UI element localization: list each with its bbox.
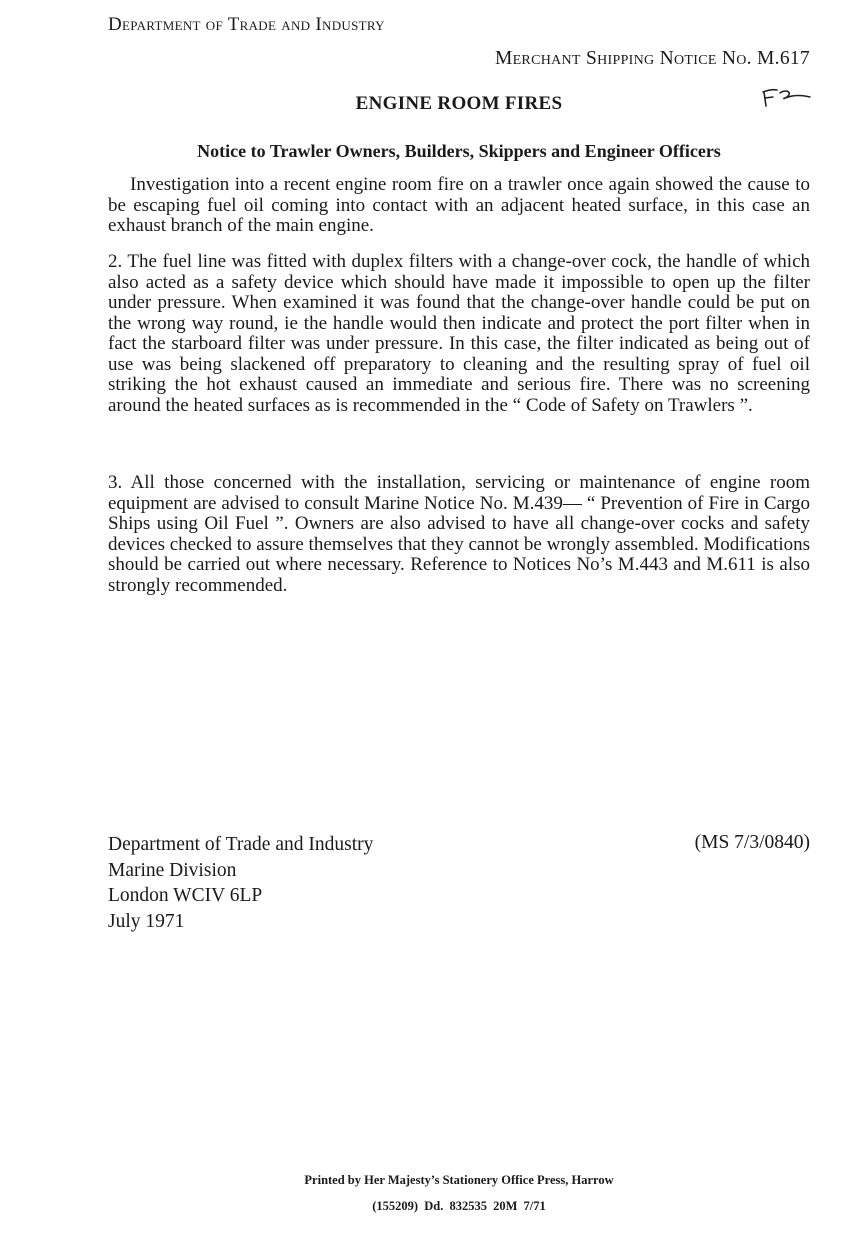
notice-subtitle: Notice to Trawler Owners, Builders, Skippers and Engineer Officers xyxy=(197,141,721,161)
notice-number: Merchant Shipping Notice No. M.617 xyxy=(494,48,810,69)
notice-title: ENGINE ROOM FIRES xyxy=(355,93,563,114)
address-line-city: London WCIV 6LP xyxy=(108,885,263,906)
department-header: Department of Trade and Industry xyxy=(108,14,385,35)
issue-date: July 1971 xyxy=(108,910,185,932)
paragraph-3: 3. All those concerned with the installation, servicing or maintenance of engine room equipment are advised to consult Marine Notice No. M.439— “ Prevention of Fire in Cargo Ships using Oil Fuel ”. Owners are also advised to have all change-over cocks and safety devices checked to assure themselves that they cannot be wrongly assembled. Modifications should be carried out where necessary. Reference to Notices No’s M.443 and M.611 is also strongly recommended. xyxy=(108,472,810,596)
print-code: (155209) Dd. 832535 20M 7/71 xyxy=(372,1199,546,1213)
printer-credit: Printed by Her Majesty’s Stationery Office Press, Harrow xyxy=(304,1173,614,1187)
issuer-address xyxy=(108,832,373,934)
paragraph-2: 2. The fuel line was fitted with duplex filters with a change-over cock, the handle of which also acted as a safety device which should have made it impossible to open up the filter under pressure. When examined it was found that the change-over handle could be put on the wrong way round, ie the handle would then indicate and protect the port filter when in fact the starboard filter was under pressure. In this case, the filter indicated as being out of use was being slackened off preparatory to cleaning and the resulting spray of fuel oil striking the hot exhaust caused an immediate and serious fire. There was no screening around the heated surfaces as is recommended in the “ Code of Safety on Trawlers ”. xyxy=(108,251,810,416)
address-line-division: Marine Division xyxy=(108,859,237,881)
file-reference: (MS 7/3/0840) xyxy=(694,832,810,853)
address-line-department: Department of Trade and Industry xyxy=(108,834,374,855)
paragraph-1: Investigation into a recent engine room fire on a trawler once again showed the cause to be escaping fuel oil coming into contact with an adjacent heated surface, in this case an exhaust branch of the main engine. xyxy=(108,174,810,236)
